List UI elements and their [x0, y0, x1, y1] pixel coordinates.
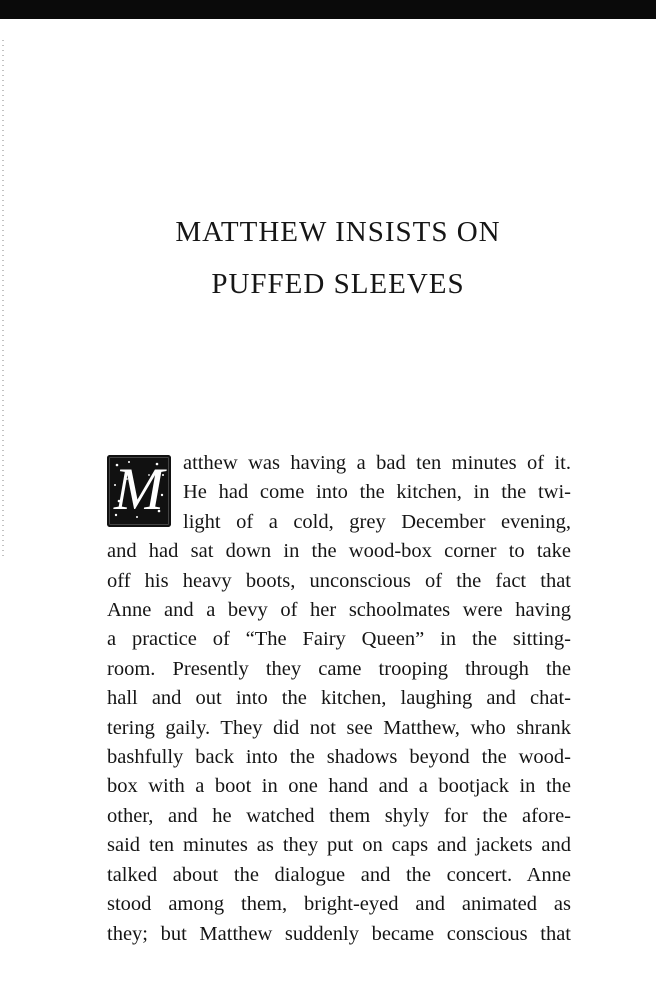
text-line: other, and he watched them shyly for the afore- — [107, 804, 571, 827]
text-line: room. Presently they came trooping through the — [107, 657, 571, 680]
text-line: atthew was having a bad ten minutes of it. — [183, 452, 571, 474]
page-top-border — [0, 0, 656, 19]
chapter-title-line-1: MATTHEW INSISTS ON — [175, 216, 501, 248]
body-paragraph — [107, 449, 571, 949]
text-line: hall and out into the kitchen, laughing and chat- — [107, 687, 571, 710]
text-line: Anne and a bevy of her schoolmates were having — [107, 599, 571, 622]
text-line: they; but Matthew suddenly became conscious that — [107, 922, 571, 945]
drop-cap-letter: M — [114, 456, 164, 522]
text-line: a practice of “The Fairy Queen” in the sitting- — [107, 628, 571, 651]
text-line: off his heavy boots, unconscious of the fact that — [107, 569, 571, 592]
text-line: box with a boot in one hand and a bootjack in the — [107, 775, 571, 798]
text-line: stood among them, bright-eyed and animated as — [107, 893, 571, 916]
chapter-title-line-2: PUFFED SLEEVES — [211, 268, 465, 300]
text-line: bashfully back into the shadows beyond the wood- — [107, 746, 571, 769]
text-line: light of a cold, grey December evening, — [183, 510, 571, 533]
text-line: said ten minutes as they put on caps and jackets and — [107, 834, 571, 857]
text-line: and had sat down in the wood-box corner to take — [107, 540, 571, 563]
text-line: tering gaily. They did not see Matthew, who shrank — [107, 716, 571, 739]
text-line: talked about the dialogue and the concert. Anne — [107, 863, 571, 886]
text-line: He had come into the kitchen, in the twi- — [183, 481, 571, 504]
chapter-title — [0, 206, 656, 310]
